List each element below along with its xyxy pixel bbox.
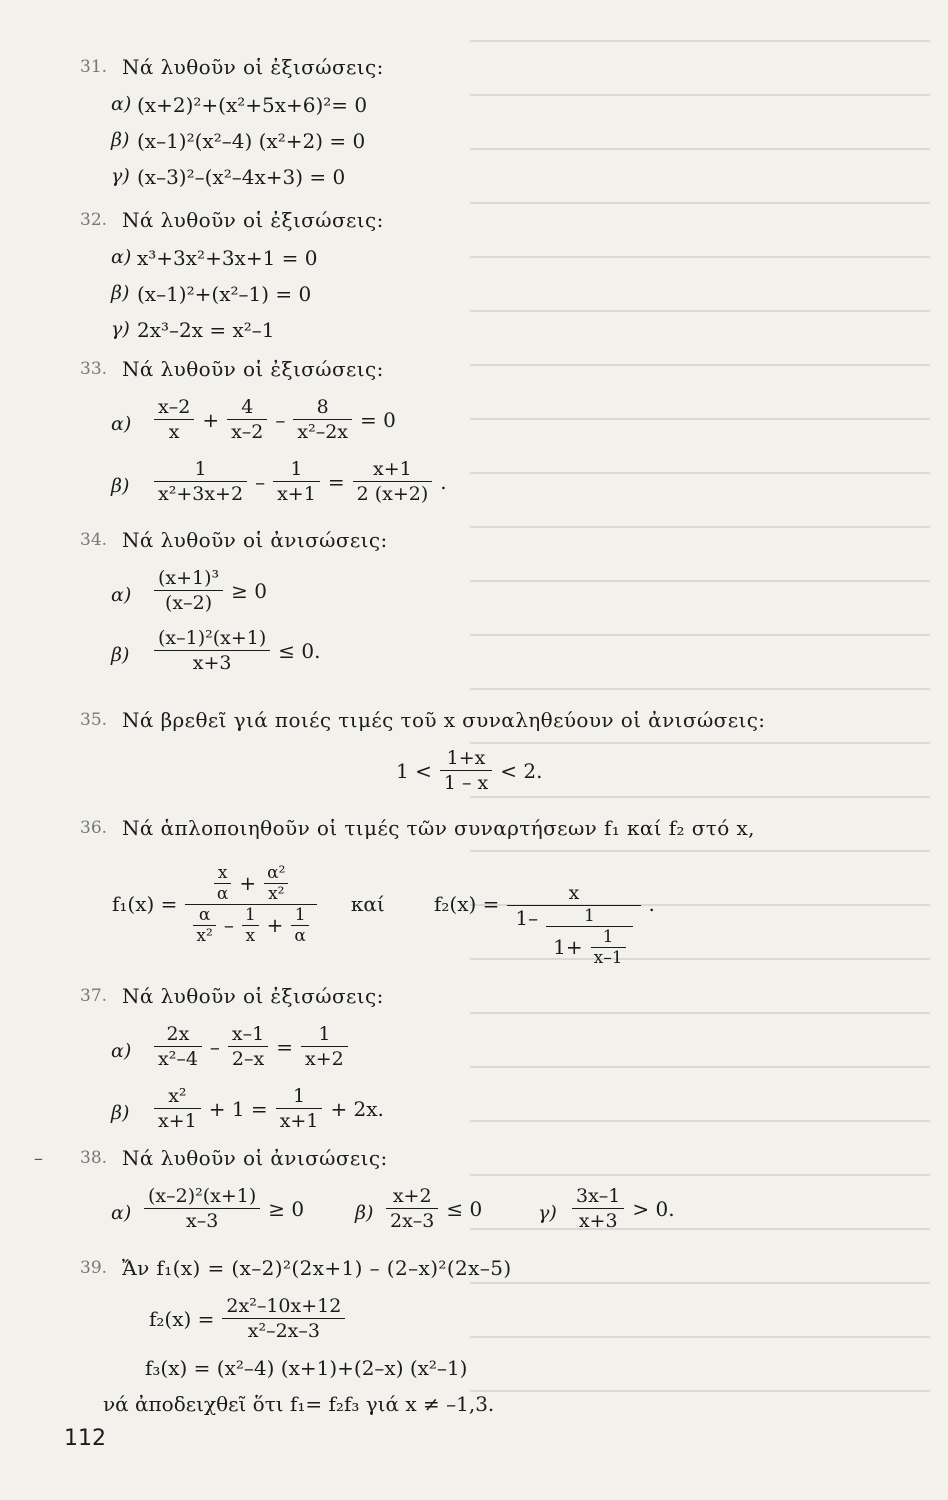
problem-39: [0, 1256, 948, 1428]
fraction: $\frac{\text{(x+1)³}}{(x-2)}$: [154, 566, 223, 615]
problem-stem: Νά ἁπλοποιηθοῦν οἱ τιμές τῶν συναρτήσεων f₁ καί f₂ στό x,: [122, 816, 755, 840]
fraction: $\frac{1}{x+1}$: [273, 457, 320, 506]
fraction: $\frac{\text{(x–2)²(x+1)}}{x-3}$: [144, 1184, 260, 1233]
problem-35: [0, 708, 948, 808]
item-label: α): [111, 1040, 132, 1062]
fraction: $\frac{1}{\text{x²+3x+2}}$: [154, 457, 247, 506]
item-label: β): [111, 644, 130, 666]
item-label: β): [111, 1102, 130, 1124]
definition-f2: f₂(x) = x 1– 1 1+ $\frac{1}{x-1}$ .: [434, 881, 655, 968]
inequality: $\frac{\text{(x–1)²(x+1)}}{x+3}$ ≤ 0.: [150, 626, 325, 675]
problem-number: 35.: [80, 710, 108, 730]
problem-number: 32.: [80, 210, 108, 230]
problem-stem: Νά λυθοῦν οἱ ἀνισώσεις:: [122, 1146, 388, 1170]
equation: $\frac{2x}{\text{x²–4}}$ – $\frac{x-1}{2-x}$ = $\frac{1}{x+2}$: [150, 1022, 352, 1071]
equation: $\frac{1}{\text{x²+3x+2}}$ – $\frac{1}{x+1}$ = $\frac{x+1}{2 (x+2)}$ .: [150, 457, 451, 506]
margin-mark: –: [34, 1148, 43, 1169]
item-label: α): [111, 93, 132, 115]
problem-stem: Νά λυθοῦν οἱ ἐξισώσεις:: [122, 55, 384, 79]
problem-stem: Νά λυθοῦν οἱ ἀνισώσεις:: [122, 528, 388, 552]
item-label: β): [355, 1202, 374, 1224]
inequality-b: $\frac{x+2}{2x-3}$ ≤ 0: [382, 1184, 486, 1233]
page-number: 112: [64, 1426, 106, 1451]
inequality-a: $\frac{\text{(x–2)²(x+1)}}{x-3}$ ≥ 0: [140, 1184, 308, 1233]
fraction: $\frac{x-2}{x}$: [154, 395, 194, 444]
problem-stem: Ἄν f₁(x) = (x–2)²(2x+1) – (2–x)²(2x–5): [122, 1256, 512, 1280]
problem-number: 34.: [80, 530, 108, 550]
problem-number: 33.: [80, 359, 108, 379]
fraction: $\frac{x+1}{2 (x+2)}$: [353, 457, 433, 506]
definition-f2: f₂(x) = $\frac{\text{2x²–10x+12}}{\text{x²–2x–3}}$: [145, 1294, 349, 1343]
definition-f3: f₃(x) = (x²–4) (x+1)+(2–x) (x²–1): [145, 1356, 468, 1380]
item-label: α): [111, 584, 132, 606]
item-label: α): [111, 413, 132, 435]
fraction: $\frac{1}{x+2}$: [301, 1022, 348, 1071]
item-label: β): [111, 129, 130, 151]
fraction: $\frac{8}{\text{x²–2x}}$: [293, 395, 352, 444]
fraction: $\frac{\text{2x²–10x+12}}{\text{x²–2x–3}}$: [222, 1294, 345, 1343]
compound-fraction: x 1– 1 1+ $\frac{1}{x-1}$: [507, 881, 640, 968]
problem-number: 31.: [80, 57, 108, 77]
fraction: $\frac{3x-1}{x+3}$: [572, 1184, 624, 1233]
item-label: γ): [538, 1202, 557, 1224]
compound-fraction: $\frac{x}{\alpha}$ + $\frac{\text{α²}}{\text{x²}}$ $\frac{\alpha}{\text{x²}}$ – $\frac{1}{x}$ + $\frac{1}{\alpha}$: [185, 863, 316, 946]
problem-32: [0, 208, 948, 354]
problem-number: 36.: [80, 818, 108, 838]
definition-f1: f₁(x) = $\frac{x}{\alpha}$ + $\frac{\text{α²}}{\text{x²}}$ $\frac{\alpha}{\text{x²}}$ – $\frac{1}{x}$ + $\frac{1}{\alpha}$ καί: [112, 862, 385, 946]
problem-number: 37.: [80, 986, 108, 1006]
problem-stem: Νά βρεθεῖ γιά ποιές τιμές τοῦ x συναληθεύουν οἱ ἀνισώσεις:: [122, 708, 766, 732]
fraction: $\frac{1}{x+1}$: [276, 1084, 323, 1133]
equation: $\frac{\text{x²}}{x+1}$ + 1 = $\frac{1}{x+1}$ + 2x.: [150, 1084, 388, 1133]
fraction: $\frac{x+2}{2x-3}$: [386, 1184, 438, 1233]
problem-36: [0, 816, 948, 984]
problem-number: 39.: [80, 1258, 108, 1278]
item-label: β): [111, 475, 130, 497]
problem-34: [0, 528, 948, 686]
double-inequality: 1 < $\frac{1+x}{1 - x}$ < 2.: [396, 747, 543, 794]
equation: x³+3x²+3x+1 = 0: [137, 246, 318, 270]
equation: (x–3)²–(x²–4x+3) = 0: [137, 165, 346, 189]
inequality: $\frac{\text{(x+1)³}}{(x-2)}$ ≥ 0: [150, 566, 271, 615]
item-label: α): [111, 1202, 132, 1224]
equation: 2x³–2x = x²–1: [137, 318, 275, 342]
item-label: β): [111, 282, 130, 304]
fraction: $\frac{4}{x-2}$: [227, 395, 267, 444]
item-label: γ): [111, 165, 130, 187]
problem-stem: Νά λυθοῦν οἱ ἐξισώσεις:: [122, 208, 384, 232]
equation: (x+2)²+(x²+5x+6)²= 0: [137, 93, 368, 117]
problem-number: 38.: [80, 1148, 108, 1168]
problem-33: [0, 357, 948, 519]
equation: (x–1)²+(x²–1) = 0: [137, 282, 312, 306]
item-label: α): [111, 246, 132, 268]
problem-stem: Νά λυθοῦν οἱ ἐξισώσεις:: [122, 357, 384, 381]
inequality-c: $\frac{3x-1}{x+3}$ > 0.: [568, 1184, 679, 1233]
fraction: $\frac{\text{(x–1)²(x+1)}}{x+3}$: [154, 626, 270, 675]
equation: $\frac{x-2}{x}$ + $\frac{4}{x-2}$ – $\frac{8}{\text{x²–2x}}$ = 0: [150, 395, 400, 444]
fraction: $\frac{\text{x²}}{x+1}$: [154, 1084, 201, 1133]
problem-stem: Νά λυθοῦν οἱ ἐξισώσεις:: [122, 984, 384, 1008]
fraction: $\frac{2x}{\text{x²–4}}$: [154, 1022, 202, 1071]
equation: (x–1)²(x²–4) (x²+2) = 0: [137, 129, 366, 153]
problem-37: [0, 984, 948, 1146]
conclusion: νά ἀποδειχθεῖ ὅτι f₁= f₂f₃ γιά x ≠ –1,3.: [103, 1392, 495, 1416]
problem-38: [0, 1146, 948, 1246]
fraction: $\frac{x-1}{2-x}$: [228, 1022, 268, 1071]
fraction: $\frac{1+x}{1 - x}$: [440, 746, 492, 795]
problem-31: [0, 55, 948, 201]
item-label: γ): [111, 318, 130, 340]
